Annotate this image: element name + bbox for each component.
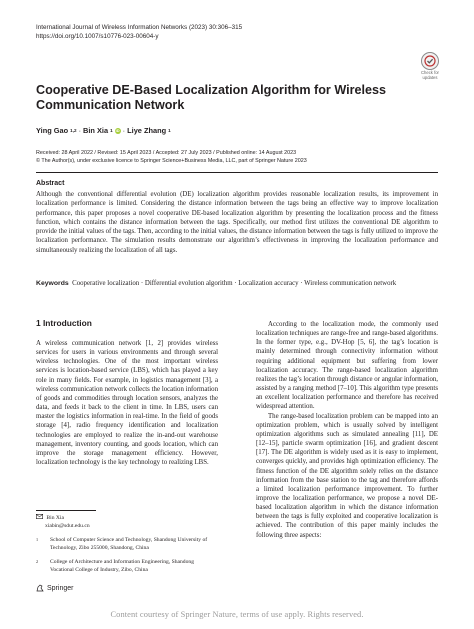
left-column (36, 339, 218, 467)
keywords-list: Cooperative localization · Differential evolution algorithm · Localization accuracy · Wireless communication network (72, 280, 397, 287)
courtesy-notice: Content courtesy of Springer Nature, terms of use apply. Rights reserved. (110, 610, 364, 619)
affiliation-number: 1 (36, 537, 39, 542)
affiliation (36, 537, 216, 552)
author-affiliation: 1 (110, 128, 113, 133)
springer-horse-icon (36, 584, 44, 592)
keywords-label: Keywords (36, 280, 69, 287)
author-affiliation: 1 (168, 128, 171, 133)
publisher-name: Springer (47, 584, 74, 592)
publisher-logo (36, 584, 73, 592)
affiliation-number: 2 (36, 559, 39, 564)
author-list (36, 126, 171, 135)
corresponding-author (36, 514, 90, 530)
footnote-divider (36, 510, 96, 511)
affiliation-text: College of Architecture and Information Engineering, Shandong Vocational College of Industry, Zibo, China (50, 559, 194, 573)
keywords (36, 279, 438, 288)
paper-title: Cooperative DE-Based Localization Algorithm for Wireless Communication Network (36, 83, 387, 112)
envelope-icon (36, 514, 45, 523)
section-divider (36, 172, 438, 173)
journal-citation: International Journal of Wireless Information Networks (2023) 30:306–315 (36, 24, 243, 31)
right-column (256, 320, 438, 540)
check-updates-icon (421, 52, 439, 70)
author-separator: · (122, 126, 126, 135)
affiliation-text: School of Computer Science and Technology, Shandong University of Technology, Zibo 255000, Shandong, China (50, 537, 208, 551)
affiliation (36, 559, 216, 574)
copyright-line: © The Author(s), under exclusive licence to Springer Science+Business Media, LLC, part of Springer Nature 2023 (36, 157, 307, 164)
corresponding-name: Bin Xia (46, 515, 64, 521)
check-updates-label: Check for updates (421, 70, 439, 80)
history-dates: Received: 28 April 2022 / Revised: 15 April 2023 / Accepted: 27 July 2023 / Published online: 14 August 2023 (36, 150, 297, 156)
body-paragraph: According to the localization mode, the commonly used localization techniques are range-free and range-based algorithms. In the former type, e.g., DV-Hop [5, 6], the tag’s location is mainly determined through connectivity information without requiring additional equipment but suffering from lower localization accuracy. The range-based localization algorithm realizes the tag’s location through distance or angular information, assisted by a ranging method [7–10]. This algorithm type presents an excellent localization performance and therefore has received widespread attention. (256, 321, 438, 411)
journal-header (36, 24, 242, 41)
doi-link[interactable]: https://doi.org/10.1007/s10776-023-00604-y (36, 32, 159, 40)
abstract-text: Although the conventional differential evolution (DE) localization algorithm provides reasonable localization results, its improvement in localization performance is limited. Considering the distance information between the tags being an effective way to improve localization performance, this paper proposes a novel cooperative DE-based localization algorithm by presenting the localization process and the fitness function, which contains the distance information between the tags. Specifically, our method first utilizes the conventional DE algorithm to provide the initial values of the tags. Then, according to the initial values, the distance information between the tags is fully utilized to improve the localization performance. The simulation results demonstrate our algorithm’s effectiveness in improving the localization performance and simultaneously realizing the localization of all tags. (36, 191, 438, 254)
publication-dates (36, 150, 307, 165)
author-affiliation: 1,2 (70, 128, 77, 133)
check-for-updates-badge[interactable] (418, 52, 442, 80)
abstract-heading: Abstract (36, 180, 65, 187)
section-heading: 1 Introduction (36, 318, 92, 328)
author-name[interactable]: Liye Zhang (127, 126, 167, 135)
author-name[interactable]: Ying Gao (36, 126, 69, 135)
body-paragraph: The range-based localization problem can be mapped into an optimization problem, which is usually solved by intelligent optimization algorithms such as simulated annealing [11], DE [12–15], particle swarm optimization [16], and gradient descent [17]. The DE algorithm is widely used as it is easy to implement, converges quickly, and provides high optimization efficiency. The fitness function of the DE algorithm solely relies on the distance information from the base station to the tag and therefore affords a limited localization performance improvement. To further improve the localization performance, we propose a novel DE-based localization algorithm in which the distance information between the tags is fully exploited and cooperative localization is achieved. The contribution of this paper mainly includes the following three aspects: (256, 412, 438, 539)
body-paragraph: A wireless communication network [1, 2] provides wireless services for users in various environments and through several wireless technologies. One of the most important wireless services is location-based service (LBS), which has played a key role in many fields. For example, in logistics management [3], a wireless communication network collects the location information of goods and commodities through location sensors, analyzes the data, and feeds it back to the client in time. In LBS, users can master the logistics information in real-time. In the field of goods storage [4], radio frequency identification and localization technologies are employed to realize the in-and-out warehouse management, inventory counting, and goods location, which can improve the storage management efficiency. However, localization technology is the key technology to realizing LBS. (36, 340, 218, 467)
author-name[interactable]: Bin Xia (83, 126, 109, 135)
author-separator: · (78, 126, 82, 135)
email-link[interactable]: xiabin@sdut.edu.cn (45, 522, 90, 529)
orcid-icon[interactable]: iD (115, 127, 120, 133)
